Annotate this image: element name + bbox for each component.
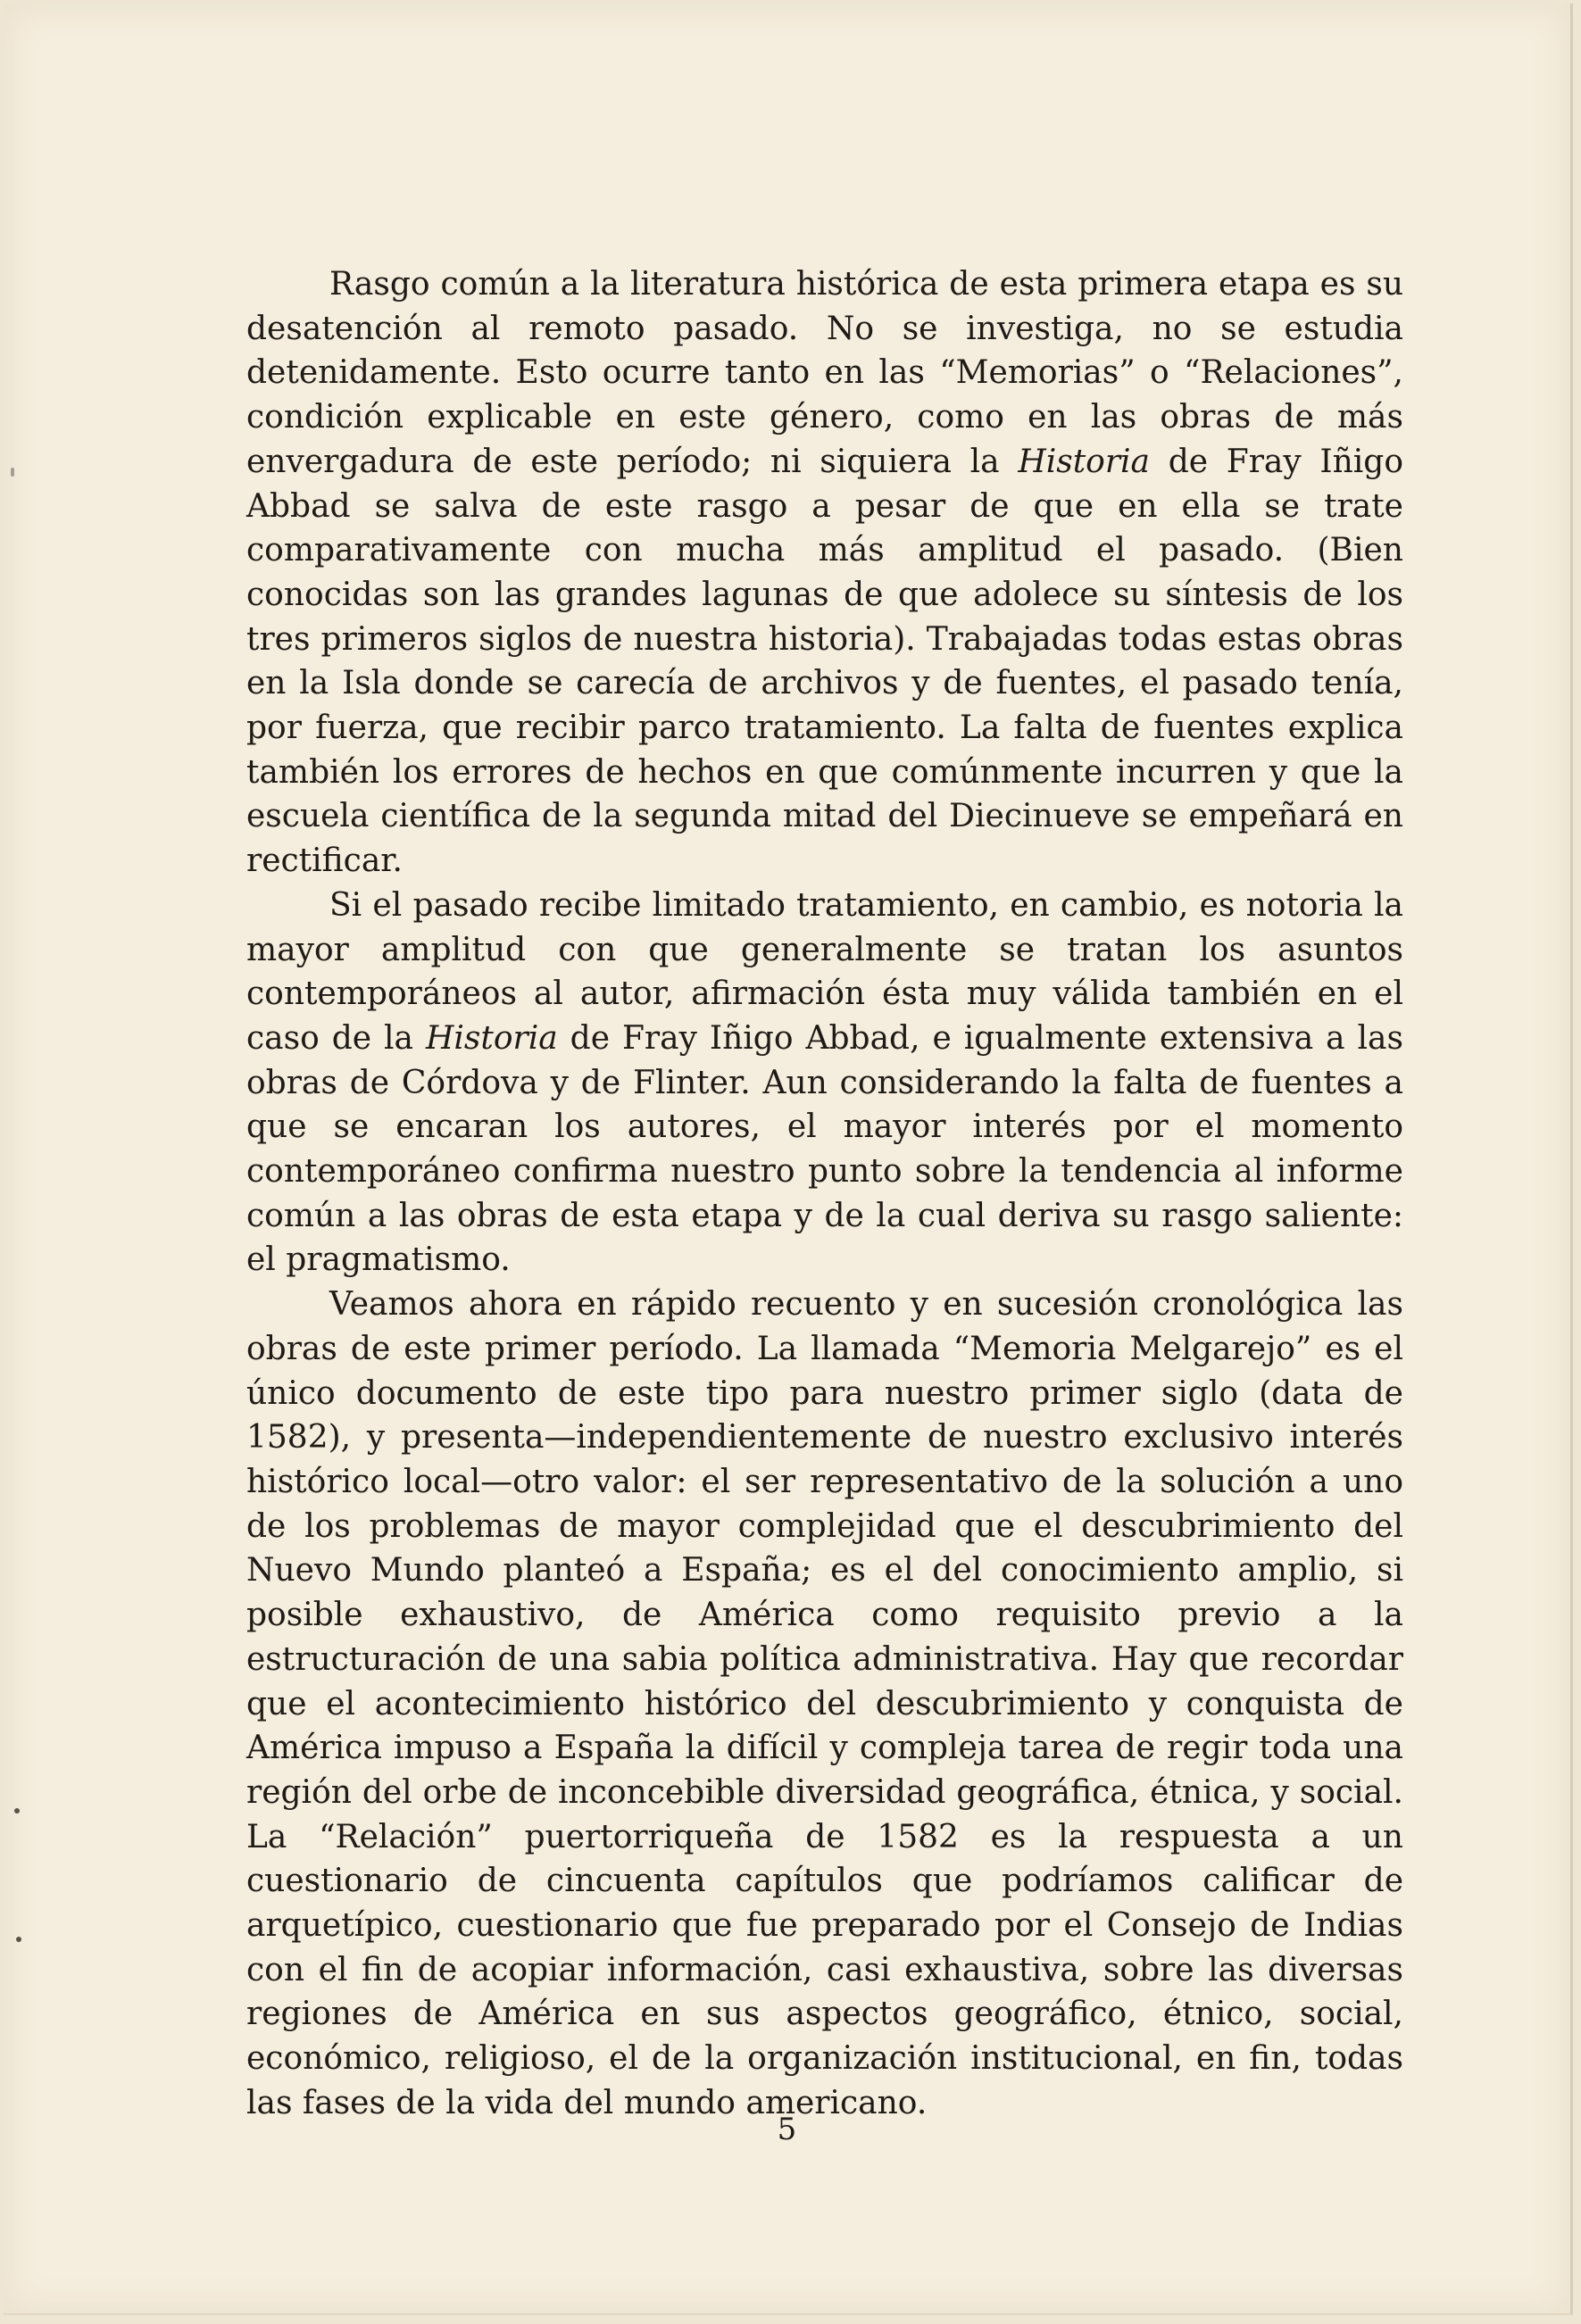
paragraph-2-italic-title: Historia <box>425 1019 558 1057</box>
paragraph-3-text: Veamos ahora en rápido recuento y en sucesión cronológica las obras de este primer período. La llamada “Memoria Melgarejo” es el único documento de este tipo para nuestro primer siglo (data de 1582), y presenta—independientemente de nuestro exclusivo interés histórico local—otro valor: el ser representativo de la solución a uno de los problemas de mayor complejidad que el descubrimiento del Nuevo Mundo planteó a España; es el del conocimiento amplio, si posible exhaustivo, de América como requisito previo a la estructuración de una sabia política administrativa. Hay que recordar que el acontecimiento histórico del descubrimiento y conquista de América impuso a España la difícil y compleja tarea de regir toda una región del orbe de inconcebible diversidad geográfica, étnica, y social. La “Relación” puertorriqueña de 1582 es la respuesta a un cuestionario de cincuenta capítulos que podríamos calificar de arquetípico, cuestionario que fue preparado por el Consejo de Indias con el fin de acopiar información, casi exhaustiva, sobre las diversas regiones de América en sus aspectos geográfico, étnico, social, económico, religioso, el de la organización institucional, en fin, todas las fases de la vida del mundo americano. <box>246 1286 1403 2121</box>
page-number: 5 <box>777 2112 797 2147</box>
paragraph-1-text-a: Rasgo común a la literatura histórica de esta primera etapa es su desatención al remoto pasado. No se investiga, no se estudia detenidamente. Esto ocurre tanto en las “Memorias” o “Relaciones”, condición explicable en este género, como en las obras de más envergadura de este período; ni siquiera la <box>246 266 1403 480</box>
paragraph-2-text-a: Si el pasado recibe limitado tratamiento, en cambio, es notoria la mayor amplitud con que generalmente se tratan los asuntos contemporáneos al autor, afirmación ésta muy válida también en el caso de la <box>246 886 1403 1057</box>
body-text <box>246 262 1403 2126</box>
paper-speck <box>16 1937 21 1942</box>
paragraph-1 <box>246 262 1403 884</box>
paragraph-1-text-b: de Fray Iñigo Abbad se salva de este rasgo a pesar de que en ella se trate comparativamente con mucha más amplitud el pasado. (Bien conocidas son las grandes lagunas de que adolece su síntesis de los tres primeros siglos de nuestra historia). Trabajadas todas estas obras en la Isla donde se carecía de archivos y de fuentes, el pasado tenía, por fuerza, que recibir parco tratamiento. La falta de fuentes explica también los errores de hechos en que comúnmente incurren y que la escuela científica de la segunda mitad del Diecinueve se empeñará en rectificar. <box>246 443 1404 880</box>
paragraph-1-italic-title: Historia <box>1018 443 1151 480</box>
paper-speck <box>11 468 14 477</box>
paragraph-2-text-b: de Fray Iñigo Abbad, e igualmente extensiva a las obras de Córdova y de Flinter. Aun considerando la falta de fuentes a que se encaran los autores, el mayor interés por el momento contemporáneo confirma nuestro punto sobre la tendencia al informe común a las obras de esta etapa y de la cual deriva su rasgo saliente: el pragmatismo. <box>246 1019 1403 1279</box>
book-page <box>4 4 1573 2315</box>
paragraph-2 <box>246 884 1403 1282</box>
paragraph-3 <box>246 1282 1403 2125</box>
paper-speck <box>14 1808 20 1814</box>
